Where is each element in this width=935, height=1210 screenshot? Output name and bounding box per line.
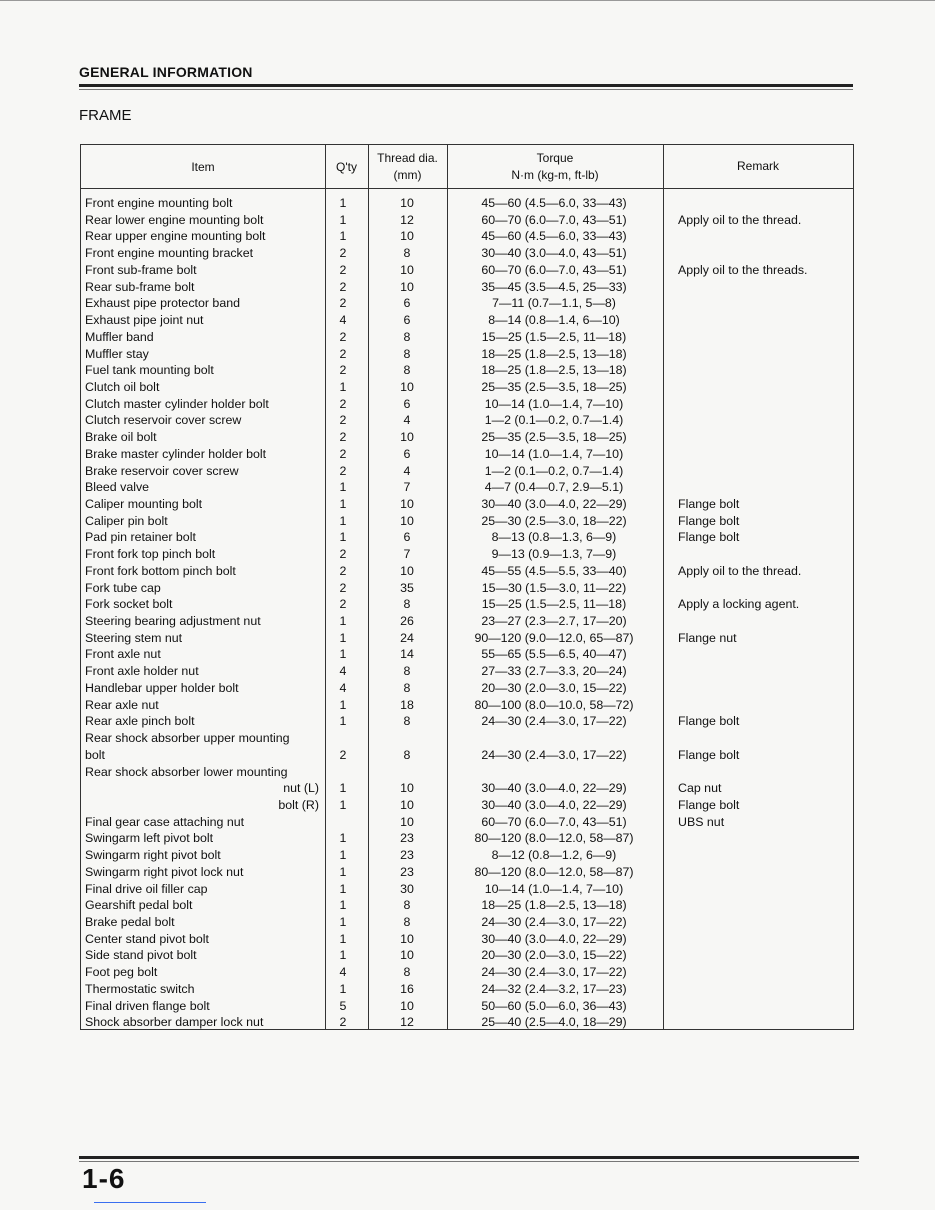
row-thread-dia: 10 [400,781,414,796]
row-qty: 2 [339,446,347,461]
row-thread-dia: 8 [403,363,411,378]
table-row [81,697,853,714]
row-item: Front sub-frame bolt [85,262,197,277]
row-thread-dia: 8 [403,329,411,344]
row-torque: 30—40 (3.0—4.0, 22—29) [481,797,627,812]
row-item: bolt [85,747,105,762]
row-torque: 80—120 (8.0—12.0, 58—87) [474,831,634,846]
row-item: Front fork bottom pinch bolt [85,563,236,578]
header-torque-line2: N·m (kg-m, ft-lb) [511,168,599,182]
row-thread-dia: 7 [403,547,411,562]
row-thread-dia: 26 [400,614,414,628]
page-header: GENERAL INFORMATION [79,64,253,80]
header-thread-line1: Thread dia. [377,151,438,165]
torque-table [80,144,854,1030]
page-number: 1-6 [82,1163,126,1194]
row-thread-dia: 10 [400,814,414,829]
table-row [81,747,853,764]
row-item: Exhaust pipe joint nut [85,313,204,327]
table-row [81,396,853,413]
row-item: Caliper pin bolt [85,513,168,528]
table-row [81,228,853,245]
row-torque: 9—13 (0.9—1.3, 7—9) [491,547,617,562]
row-qty: 1 [339,781,347,796]
row-torque: 24—30 (2.4—3.0, 17—22) [481,965,627,980]
link-underline [94,1202,206,1203]
row-torque: 30—40 (3.0—4.0, 43—51) [481,246,627,261]
row-item: Foot peg bolt [85,965,158,980]
row-torque: 7—11 (0.7—1.1, 5—8) [492,296,616,311]
row-torque: 24—32 (2.4—3.2, 17—23) [481,981,627,996]
row-item: Front axle nut [85,647,161,662]
row-item: Front engine mounting bolt [85,196,233,210]
row-item: bolt (R) [278,797,319,812]
row-thread-dia: 10 [400,196,414,210]
row-thread-dia: 8 [403,747,411,762]
table-row [81,897,853,914]
row-qty: 1 [339,948,347,963]
row-qty: 1 [339,881,347,896]
row-qty: 1 [339,379,347,394]
row-torque: 8—12 (0.8—1.2, 6—9) [491,848,617,863]
row-qty: 2 [339,430,347,445]
table-row [81,429,853,446]
row-thread-dia: 10 [400,931,414,946]
row-qty: 1 [339,229,347,244]
row-thread-dia: 6 [403,446,411,461]
row-torque: 15—25 (1.5—2.5, 11—18) [481,329,627,344]
row-qty: 2 [339,580,347,595]
row-torque: 1—2 (0.1—0.2, 0.7—1.4) [484,413,624,428]
row-torque: 25—30 (2.5—3.0, 18—22) [481,513,627,528]
row-qty: 2 [339,563,347,578]
row-qty: 1 [339,831,347,846]
table-row [81,646,853,663]
row-item: Muffler stay [85,346,149,361]
table-row [81,446,853,463]
row-thread-dia: 35 [400,580,414,595]
row-torque: 90—120 (9.0—12.0, 65—87) [474,630,634,645]
row-item: Fork socket bolt [85,597,173,612]
row-torque: 20—30 (2.0—3.0, 15—22) [481,948,627,963]
table-row [81,981,853,998]
table-row [81,797,853,814]
table-row [81,580,853,597]
row-item: Center stand pivot bolt [85,931,209,946]
row-item: Bleed valve [85,480,150,495]
row-item: nut (L) [283,781,319,796]
row-thread-dia: 8 [403,965,411,980]
table-row [81,195,853,212]
header-rule [79,84,853,87]
row-qty: 2 [339,1015,347,1030]
top-edge-line [0,0,935,1]
table-row [81,964,853,981]
table-row [81,312,853,329]
row-torque: 55—65 (5.5—6.5, 40—47) [481,647,627,662]
row-item: Brake reservoir cover screw [85,463,239,478]
row-thread-dia: 10 [400,998,414,1013]
header-divider [81,188,853,189]
row-item: Swingarm right pivot bolt [85,848,221,863]
row-qty: 4 [339,664,347,679]
row-torque: 18—25 (1.8—2.5, 13—18) [481,363,627,378]
table-row [81,814,853,831]
row-item: Front fork top pinch bolt [85,547,216,562]
row-torque: 15—30 (1.5—3.0, 11—22) [481,580,627,595]
row-torque: 60—70 (6.0—7.0, 43—51) [481,814,627,829]
row-thread-dia: 10 [400,513,414,528]
row-item: Caliper mounting bolt [85,497,203,511]
row-torque: 25—40 (2.5—4.0, 18—29) [481,1015,627,1030]
row-thread-dia: 6 [403,313,411,327]
row-thread-dia: 16 [400,981,414,996]
row-torque: 10—14 (1.0—1.4, 7—10) [484,881,624,896]
row-thread-dia: 10 [400,430,414,445]
row-qty: 1 [339,196,347,210]
table-row [81,730,853,747]
row-torque: 60—70 (6.0—7.0, 43—51) [481,262,627,277]
row-qty: 1 [339,915,347,929]
row-item: Rear sub-frame bolt [85,279,195,294]
table-row [81,613,853,630]
table-row [81,931,853,948]
row-torque: 80—100 (8.0—10.0, 58—72) [474,697,634,712]
row-torque: 50—60 (5.0—6.0, 36—43) [481,998,627,1013]
row-torque: 23—27 (2.3—2.7, 17—20) [481,614,627,628]
row-item: Muffler band [85,329,154,344]
row-item: Swingarm left pivot bolt [85,831,214,846]
section-title: FRAME [79,107,132,124]
row-thread-dia: 10 [400,279,414,294]
row-thread-dia: 23 [400,848,414,863]
table-row [81,998,853,1015]
row-thread-dia: 8 [403,714,411,729]
row-qty: 1 [339,981,347,996]
row-thread-dia: 10 [400,497,414,511]
row-remark: Apply oil to the threads. [678,262,808,277]
row-torque: 18—25 (1.8—2.5, 13—18) [481,898,627,913]
table-row [81,463,853,480]
row-torque: 10—14 (1.0—1.4, 7—10) [484,446,624,461]
row-qty: 1 [339,497,347,511]
row-thread-dia: 18 [400,697,414,712]
row-qty: 1 [339,212,347,227]
row-torque: 30—40 (3.0—4.0, 22—29) [481,781,627,796]
row-qty: 2 [339,413,347,428]
row-thread-dia: 12 [400,212,414,227]
row-torque: 30—40 (3.0—4.0, 22—29) [481,497,627,511]
header-qty: Q'ty [336,160,357,174]
header-rule-thin [79,89,853,90]
row-qty: 2 [339,597,347,612]
row-qty: 2 [339,279,347,294]
row-item: Clutch reservoir cover screw [85,413,242,428]
row-qty: 1 [339,931,347,946]
row-qty: 1 [339,530,347,545]
row-thread-dia: 10 [400,563,414,578]
row-remark: Flange nut [678,630,737,645]
table-row [81,596,853,613]
row-item: Rear shock absorber upper mounting [85,731,290,745]
row-thread-dia: 10 [400,379,414,394]
row-torque: 45—55 (4.5—5.5, 33—40) [481,563,627,578]
row-thread-dia: 23 [400,831,414,846]
row-item: Brake pedal bolt [85,915,175,929]
row-torque: 30—40 (3.0—4.0, 22—29) [481,931,627,946]
row-thread-dia: 8 [403,664,411,679]
table-row [81,847,853,864]
row-thread-dia: 23 [400,864,414,879]
header-torque-line1: Torque [536,151,574,165]
row-item: Final gear case attaching nut [85,814,245,829]
row-qty: 1 [339,513,347,528]
table-row [81,881,853,898]
row-item: Pad pin retainer bolt [85,530,196,545]
row-thread-dia: 4 [403,463,411,478]
row-qty: 1 [339,697,347,712]
row-torque: 45—60 (4.5—6.0, 33—43) [481,196,627,210]
row-qty: 1 [339,630,347,645]
row-thread-dia: 8 [403,346,411,361]
row-qty: 1 [339,864,347,879]
row-qty: 1 [339,647,347,662]
row-qty: 5 [339,998,347,1013]
table-row [81,563,853,580]
row-item: Front axle holder nut [85,664,199,679]
row-item: Exhaust pipe protector band [85,296,240,311]
row-thread-dia: 30 [400,881,414,896]
row-qty: 4 [339,965,347,980]
table-row [81,914,853,931]
row-thread-dia: 10 [400,948,414,963]
row-qty: 2 [339,346,347,361]
row-item: Clutch master cylinder holder bolt [85,396,269,411]
row-qty: 2 [339,329,347,344]
table-row [81,830,853,847]
row-qty: 1 [339,714,347,729]
table-row [81,529,853,546]
row-qty: 1 [339,848,347,863]
row-item: Brake master cylinder holder bolt [85,446,267,461]
row-item: Brake oil bolt [85,430,157,445]
row-thread-dia: 6 [403,296,411,311]
row-remark: Flange bolt [678,513,740,528]
table-row [81,329,853,346]
table-row [81,546,853,563]
row-torque: 1—2 (0.1—0.2, 0.7—1.4) [484,463,624,478]
row-item: Final driven flange bolt [85,998,210,1013]
row-qty: 1 [339,898,347,913]
row-qty: 2 [339,463,347,478]
table-row [81,663,853,680]
row-thread-dia: 8 [403,246,411,261]
row-remark: Apply oil to the thread. [678,212,802,227]
row-item: Rear lower engine mounting bolt [85,212,264,227]
row-remark: Cap nut [678,781,722,796]
row-torque: 18—25 (1.8—2.5, 13—18) [481,346,627,361]
table-row [81,346,853,363]
row-torque: 24—30 (2.4—3.0, 17—22) [481,747,627,762]
table-row [81,379,853,396]
row-thread-dia: 8 [403,597,411,612]
row-item: Shock absorber damper lock nut [85,1015,264,1030]
table-row [81,212,853,229]
row-qty: 1 [339,480,347,495]
table-row [81,680,853,697]
row-qty: 2 [339,747,347,762]
table-row [81,479,853,496]
row-torque: 60—70 (6.0—7.0, 43—51) [481,212,627,227]
row-qty: 2 [339,296,347,311]
row-qty: 2 [339,262,347,277]
row-torque: 20—30 (2.0—3.0, 15—22) [481,680,627,695]
row-remark: Flange bolt [678,530,740,545]
table-row [81,947,853,964]
row-thread-dia: 8 [403,898,411,913]
row-item: Steering bearing adjustment nut [85,614,261,628]
row-thread-dia: 6 [403,530,411,545]
row-thread-dia: 24 [400,630,414,645]
row-qty: 4 [339,680,347,695]
table-row [81,295,853,312]
table-row [81,496,853,513]
row-item: Front engine mounting bracket [85,246,254,261]
table-row [81,1014,853,1031]
table-row [81,279,853,296]
row-torque: 8—13 (0.8—1.3, 6—9) [491,530,617,545]
table-row [81,362,853,379]
table-row [81,780,853,797]
row-item: Rear axle nut [85,697,159,712]
row-item: Rear upper engine mounting bolt [85,229,266,244]
row-item: Final drive oil filler cap [85,881,208,896]
table-row [81,412,853,429]
row-thread-dia: 10 [400,797,414,812]
header-remark: Remark [736,159,779,173]
row-remark: Flange bolt [678,797,740,812]
row-torque: 24—30 (2.4—3.0, 17—22) [481,714,627,729]
row-item: Gearshift pedal bolt [85,898,193,913]
row-item: Fuel tank mounting bolt [85,363,214,378]
row-thread-dia: 12 [400,1015,414,1030]
row-item: Swingarm right pivot lock nut [85,864,244,879]
table-row [81,713,853,730]
row-remark: UBS nut [678,814,725,829]
row-thread-dia: 7 [403,480,411,495]
row-torque: 25—35 (2.5—3.5, 18—25) [481,430,627,445]
row-torque: 10—14 (1.0—1.4, 7—10) [484,396,624,411]
row-thread-dia: 8 [403,680,411,695]
row-torque: 27—33 (2.7—3.3, 20—24) [481,664,627,679]
table-row [81,513,853,530]
table-row [81,630,853,647]
row-item: Handlebar upper holder bolt [85,680,239,695]
row-item: Rear shock absorber lower mounting [85,764,288,779]
row-item: Steering stem nut [85,630,183,645]
row-remark: Flange bolt [678,497,740,511]
header-thread-line2: (mm) [393,168,422,182]
row-remark: Flange bolt [678,747,740,762]
row-qty: 2 [339,246,347,261]
row-thread-dia: 6 [403,396,411,411]
row-item: Thermostatic switch [85,981,195,996]
row-item: Rear axle pinch bolt [85,714,195,729]
table-row [81,262,853,279]
row-thread-dia: 10 [400,262,414,277]
table-row [81,864,853,881]
row-torque: 35—45 (3.5—4.5, 25—33) [481,279,627,294]
row-thread-dia: 8 [403,915,411,929]
table-row [81,764,853,781]
row-remark: Flange bolt [678,714,740,729]
row-thread-dia: 14 [400,647,414,662]
row-remark: Apply oil to the thread. [678,563,802,578]
footer-rule [79,1156,859,1159]
row-thread-dia: 4 [403,413,411,428]
row-torque: 25—35 (2.5—3.5, 18—25) [481,379,627,394]
row-qty: 1 [339,797,347,812]
row-remark: Apply a locking agent. [678,597,800,612]
row-torque: 15—25 (1.5—2.5, 11—18) [481,597,627,612]
table-row [81,245,853,262]
row-thread-dia: 10 [400,229,414,244]
row-item: Clutch oil bolt [85,379,160,394]
footer-rule-thin [79,1161,859,1162]
row-item: Fork tube cap [85,580,161,595]
row-torque: 45—60 (4.5—6.0, 33—43) [481,229,627,244]
row-qty: 1 [339,614,347,628]
row-qty: 4 [339,313,347,327]
row-item: Side stand pivot bolt [85,948,197,963]
row-torque: 8—14 (0.8—1.4, 6—10) [488,313,620,327]
row-torque: 24—30 (2.4—3.0, 17—22) [481,915,627,929]
row-torque: 80—120 (8.0—12.0, 58—87) [474,864,634,879]
row-qty: 2 [339,547,347,562]
row-qty: 2 [339,396,347,411]
row-qty: 2 [339,363,347,378]
row-torque: 4—7 (0.4—0.7, 2.9—5.1) [484,480,624,495]
header-item: Item [191,160,215,174]
